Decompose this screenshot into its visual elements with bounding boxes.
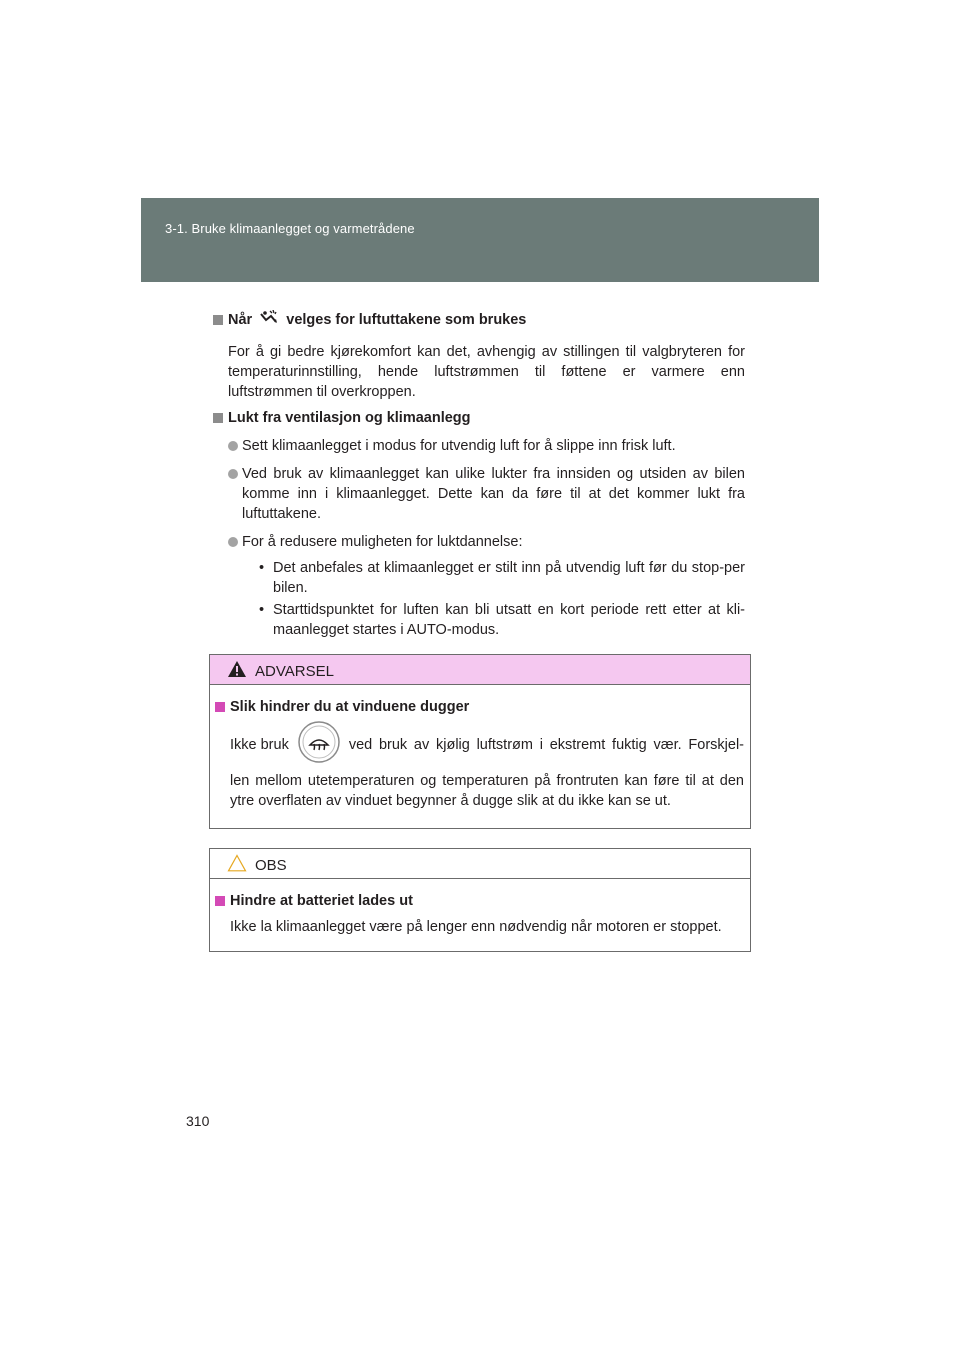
sub-list-item: • Starttidspunktet for luften kan bli utsatt en kort periode rett etter at kli-maanlegget startes i AUTO-modus. xyxy=(259,602,745,638)
bullet-dot xyxy=(228,441,238,451)
warning-triangle-icon xyxy=(227,660,255,682)
section-title: 3-1. Bruke klimaanlegget og varmetrådene xyxy=(165,221,415,236)
page-number: 310 xyxy=(186,1113,210,1129)
warning-box-header xyxy=(210,655,750,685)
notice-box xyxy=(209,848,751,952)
page-content xyxy=(213,310,745,640)
bullet-item: For å redusere muligheten for luktdannelse: xyxy=(228,532,745,552)
heading-square-marker xyxy=(215,702,225,712)
heading-odor: Lukt fra ventilasjon og klimaanlegg xyxy=(213,408,745,428)
notice-heading: Hindre at batteriet lades ut xyxy=(215,891,744,911)
bullet-item: Ved bruk av klimaanlegget kan ulike lukter fra innsiden og utsiden av bilen komme inn i klimaanlegget. Dette kan da føre til at det kommer lukt fra luftuttakene. xyxy=(228,464,745,524)
notice-label: OBS xyxy=(255,856,287,874)
foot-defrost-mode-icon xyxy=(258,310,280,334)
warning-box: ADVARSEL Slik hindrer du at vinduene dugger Ikke bruk ved bruk av kjølig luftstrøm i ekstremt fuktig vær. Forskjel- len mellom utetemperaturen og temperaturen på frontruten kan føre til at den ytre overflaten av vinduet begynner å dugge slik at du ikke kan se ut. xyxy=(209,654,751,829)
notice-box-header xyxy=(210,849,750,879)
sub-list-item: • Det anbefales at klimaanlegget er stilt inn på utvendig luft før du stop-per bilen. xyxy=(259,560,745,596)
caution-triangle-icon xyxy=(227,854,255,876)
heading-square-marker xyxy=(213,315,223,325)
paragraph-foot-defrost: For å gi bedre kjørekomfort kan det, avhengig av stillingen til valgbryteren for temperaturinnstilling, hende luftstrømmen til føttene er varmere enn luftstrømmen til overkroppen. xyxy=(228,344,745,400)
bullet-dot xyxy=(228,537,238,547)
windshield-defroster-button-icon xyxy=(297,720,341,770)
warning-heading: Slik hindrer du at vinduene dugger xyxy=(215,697,744,717)
heading-square-marker xyxy=(215,896,225,906)
heading-foot-defrost: Når velges for luftuttakene som brukes xyxy=(213,310,745,334)
heading-square-marker xyxy=(213,413,223,423)
warning-text: len mellom utetemperaturen og temperaturen på frontruten kan føre til at den ytre overflaten av vinduet begynner å dugge slik at du ikke kan se ut. xyxy=(230,773,744,809)
section-header-band xyxy=(141,198,819,282)
bullet-dot xyxy=(228,469,238,479)
notice-text: Ikke la klimaanlegget være på lenger enn nødvendig når motoren er stoppet. xyxy=(230,919,722,935)
warning-label: ADVARSEL xyxy=(255,662,334,680)
bullet-item: Sett klimaanlegget i modus for utvendig luft for å slippe inn frisk luft. xyxy=(228,436,745,456)
